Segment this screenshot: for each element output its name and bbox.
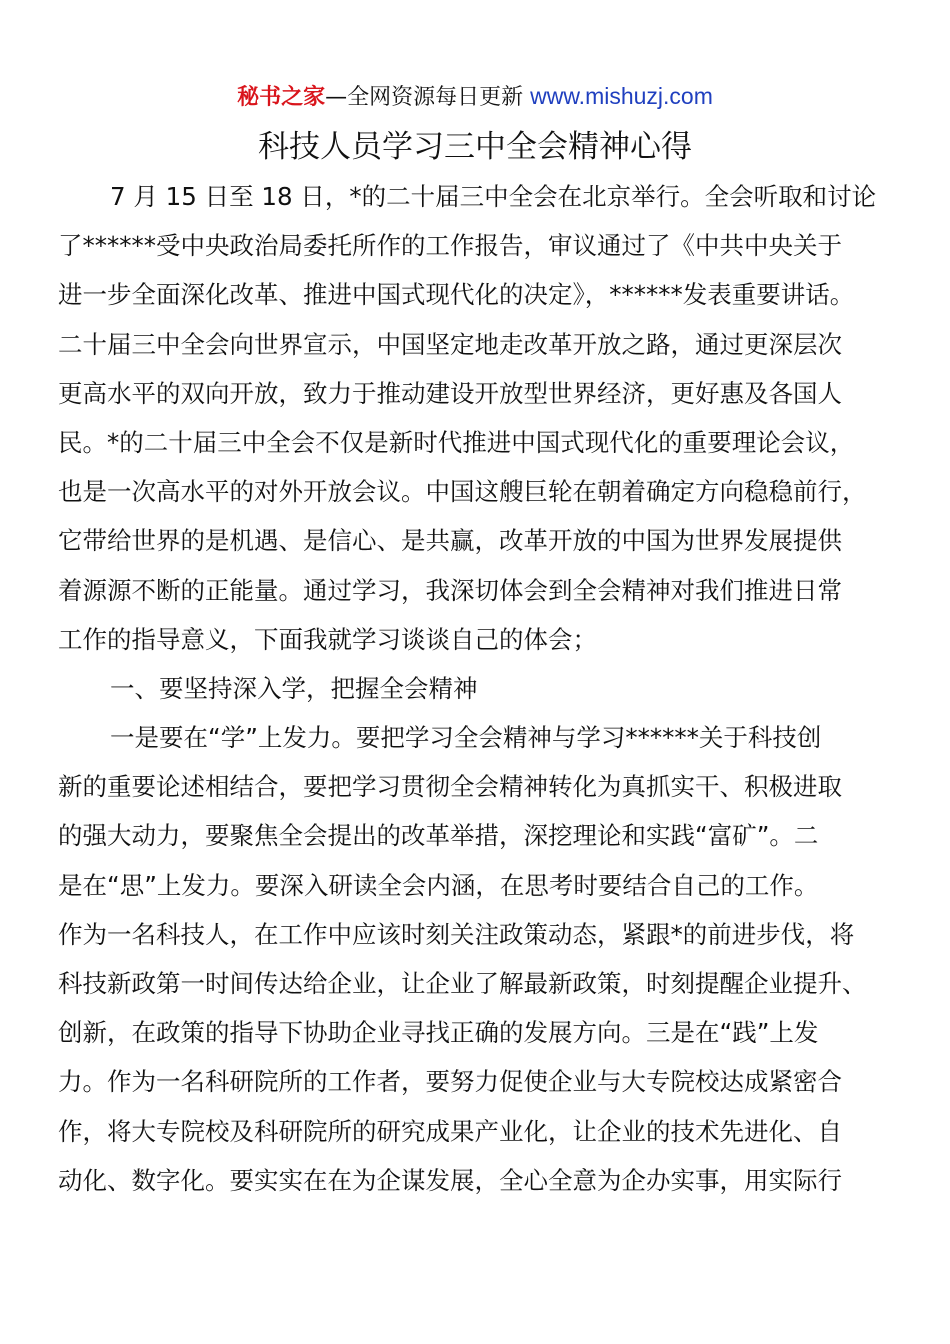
- paragraph-line: 力。作为一名科研院所的工作者，要努力促使企业与大专院校达成紧密合: [58, 1067, 842, 1097]
- header-slogan: —全网资源每日更新: [325, 85, 531, 110]
- document-title: 科技人员学习三中全会精神心得: [258, 129, 692, 165]
- document-body: [58, 172, 894, 1205]
- paragraph-line: 着源源不断的正能量。通过学习，我深切体会到全会精神对我们推进日常: [58, 575, 842, 605]
- paragraph-line: 民。*的二十届三中全会不仅是新时代推进中国式现代化的重要理论会议，: [58, 427, 855, 457]
- paragraph-line: 工作的指导意义，下面我就学习谈谈自己的体会；: [58, 624, 597, 654]
- paragraph-line: 新的重要论述相结合，要把学习贯彻全会精神转化为真抓实干、积极进取: [58, 772, 842, 802]
- paragraph-line: 科技新政第一时间传达给企业，让企业了解最新政策，时刻提醒企业提升、: [58, 969, 867, 998]
- paragraph-line: 的强大动力，要聚焦全会提出的改革举措，深挖理论和实践“富矿”。二: [58, 821, 819, 851]
- paragraph-line: 动化、数字化。要实实在在为企谋发展，全心全意为企办实事，用实际行: [58, 1165, 842, 1195]
- site-url-link[interactable]: www.mishuzj.com: [530, 83, 713, 109]
- paragraph-line: 作为一名科技人，在工作中应该时刻关注政策动态，紧跟*的前进步伐，将: [58, 919, 855, 949]
- paragraph-line: 作，将大专院校及科研院所的研究成果产业化，让企业的技术先进化、自: [58, 1116, 842, 1146]
- paragraph-line: 它带给世界的是机遇、是信心、是共赢，改革开放的中国为世界发展提供: [58, 526, 842, 556]
- paragraph-line: 二十届三中全会向世界宣示，中国坚定地走改革开放之路，通过更深层次: [58, 329, 842, 359]
- paragraph-line: 进一步全面深化改革、推进中国式现代化的决定》，******发表重要讲话。: [58, 280, 855, 310]
- paragraph-line: 是在“思”上发力。要深入研读全会内涵，在思考时要结合自己的工作。: [58, 870, 819, 900]
- section-heading: 一、要坚持深入学，把握全会精神: [110, 673, 478, 703]
- paragraph-line: 一是要在“学”上发力。要把学习全会精神与学习******关于科技创: [110, 723, 822, 753]
- paragraph-line: 了******受中央政治局委托所作的工作报告，审议通过了《中共中央关于: [58, 231, 842, 261]
- site-header: [0, 80, 950, 114]
- brand-name: 秘书之家: [237, 85, 326, 110]
- paragraph-line: 也是一次高水平的对外开放会议。中国这艘巨轮在朝着确定方向稳稳前行，: [58, 477, 867, 507]
- paragraph-line: 7 月 15 日至 18 日，*的二十届三中全会在北京举行。全会听取和讨论: [110, 182, 877, 211]
- paragraph-line: 创新，在政策的指导下协助企业寻找正确的发展方向。三是在“践”上发: [58, 1018, 819, 1048]
- paragraph-line: 更高水平的双向开放，致力于推动建设开放型世界经济，更好惠及各国人: [58, 378, 842, 408]
